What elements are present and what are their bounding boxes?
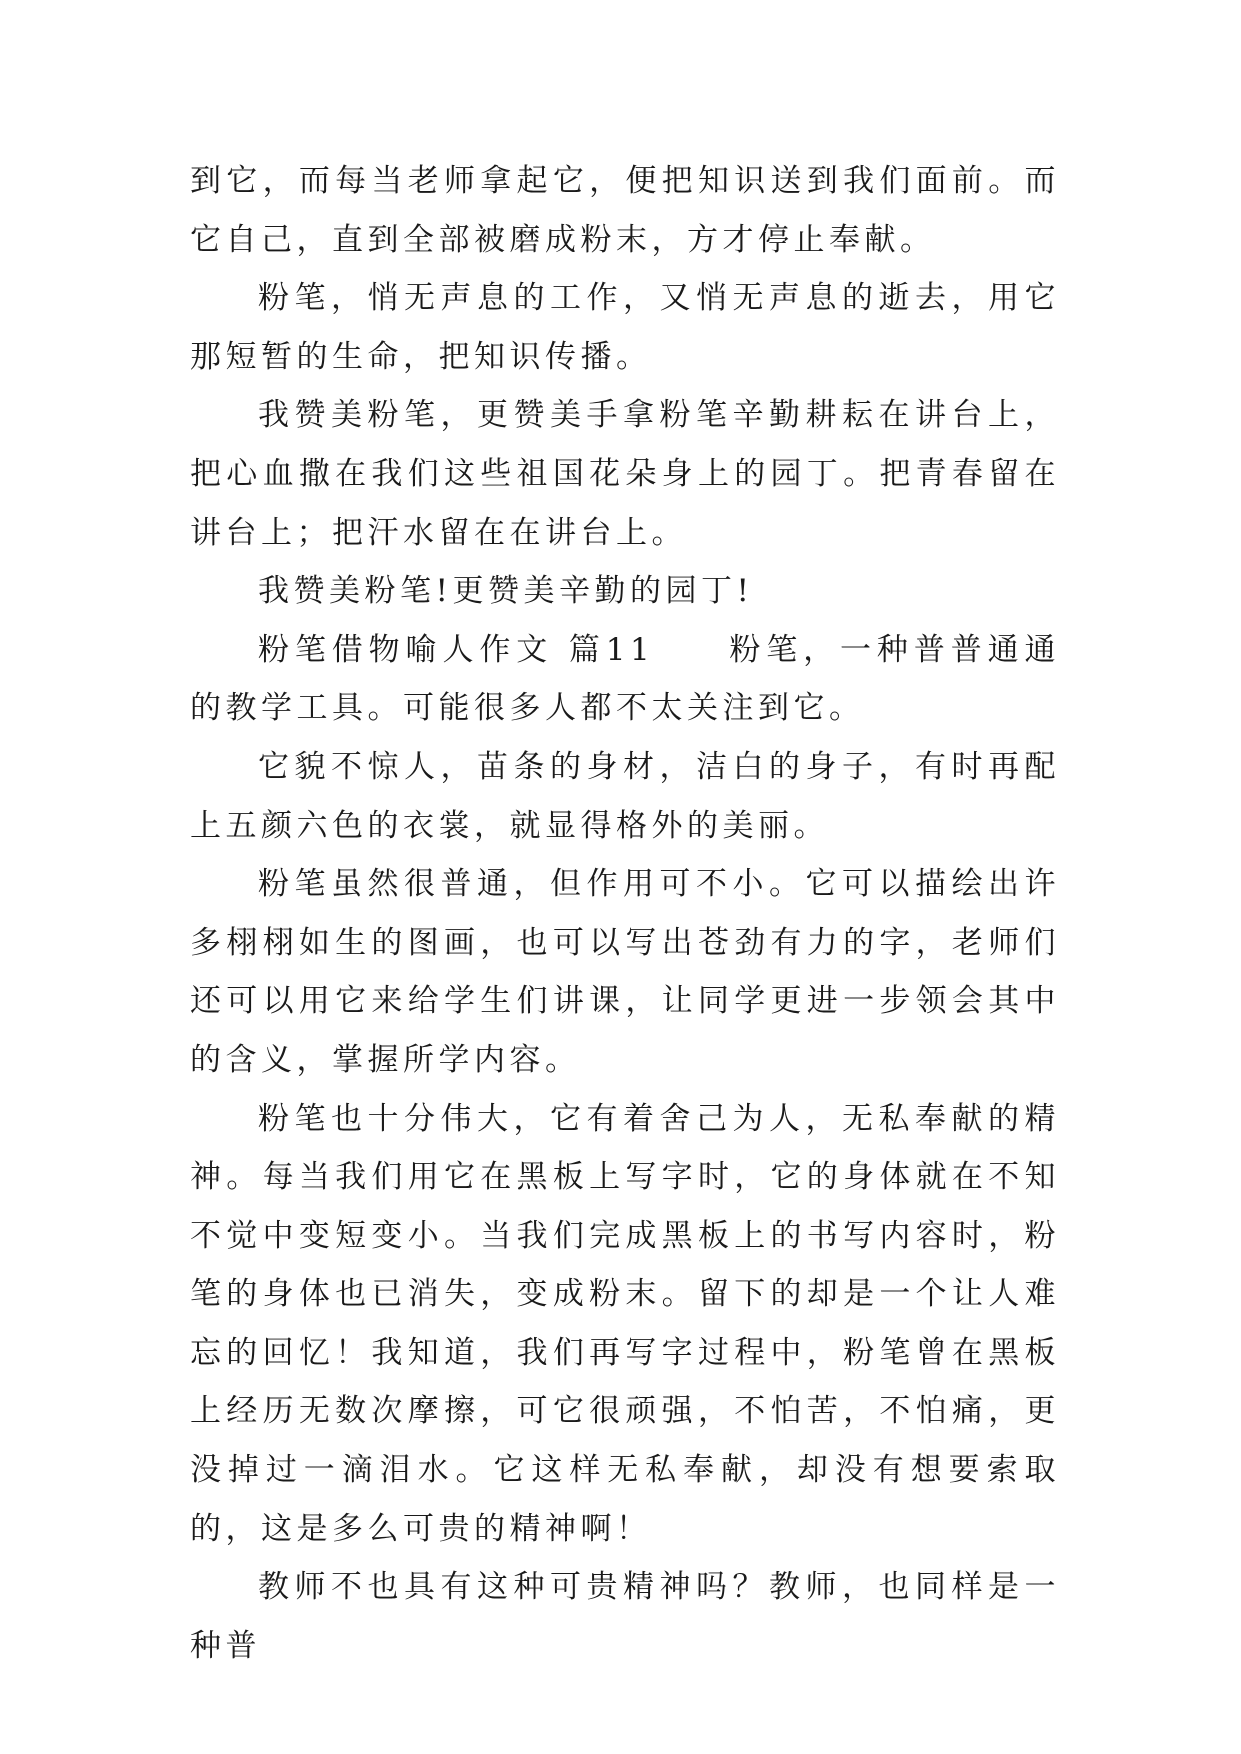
paragraph-9: 教师不也具有这种可贵精神吗？教师，也同样是一种普	[190, 1569, 1060, 1664]
paragraph-1: 到它，而每当老师拿起它，便把知识送到我们面前。而它自己，直到全部被磨成粉末，方才停止奉献。	[190, 163, 1060, 258]
paragraph-4: 我赞美粉笔!更赞美辛勤的园丁!	[258, 573, 754, 610]
paragraph-8: 粉笔也十分伟大，它有着舍己为人，无私奉献的精神。每当我们用它在黑板上写字时，它的身体就在不知不觉中变短变小。当我们完成黑板上的书写内容时，粉笔的身体也已消失，变成粉末。留下的却是一个让人难忘的回忆！我知道，我们再写字过程中，粉笔曾在黑板上经历无数次摩擦，可它很顽强，不怕苦，不怕痛，更没掉过一滴泪水。它这样无私奉献，却没有想要索取的，这是多么可贵的精神啊！	[190, 1100, 1060, 1547]
paragraph-2: 粉笔，悄无声息的工作，又悄无声息的逝去，用它那短暂的生命，把知识传播。	[190, 280, 1060, 375]
paragraph-3: 我赞美粉笔，更赞美手拿粉笔辛勤耕耘在讲台上，把心血撒在我们这些祖国花朵身上的园丁。把青春留在讲台上；把汗水留在在讲台上。	[190, 397, 1060, 551]
document-body	[190, 152, 1060, 1675]
paragraph-6: 它貌不惊人，苗条的身材，洁白的身子，有时再配上五颜六色的衣裳，就显得格外的美丽。	[190, 748, 1060, 844]
paragraph-7: 粉笔虽然很普通，但作用可不小。它可以描绘出许多栩栩如生的图画，也可以写出苍劲有力的字，老师们还可以用它来给学生们讲课，让同学更进一步领会其中的含义，掌握所学内容。	[190, 866, 1060, 1078]
paragraph-5-section-heading: 粉笔借物喻人作文 篇11 粉笔，一种普普通通的教学工具。可能很多人都不太关注到它。	[190, 631, 1060, 727]
